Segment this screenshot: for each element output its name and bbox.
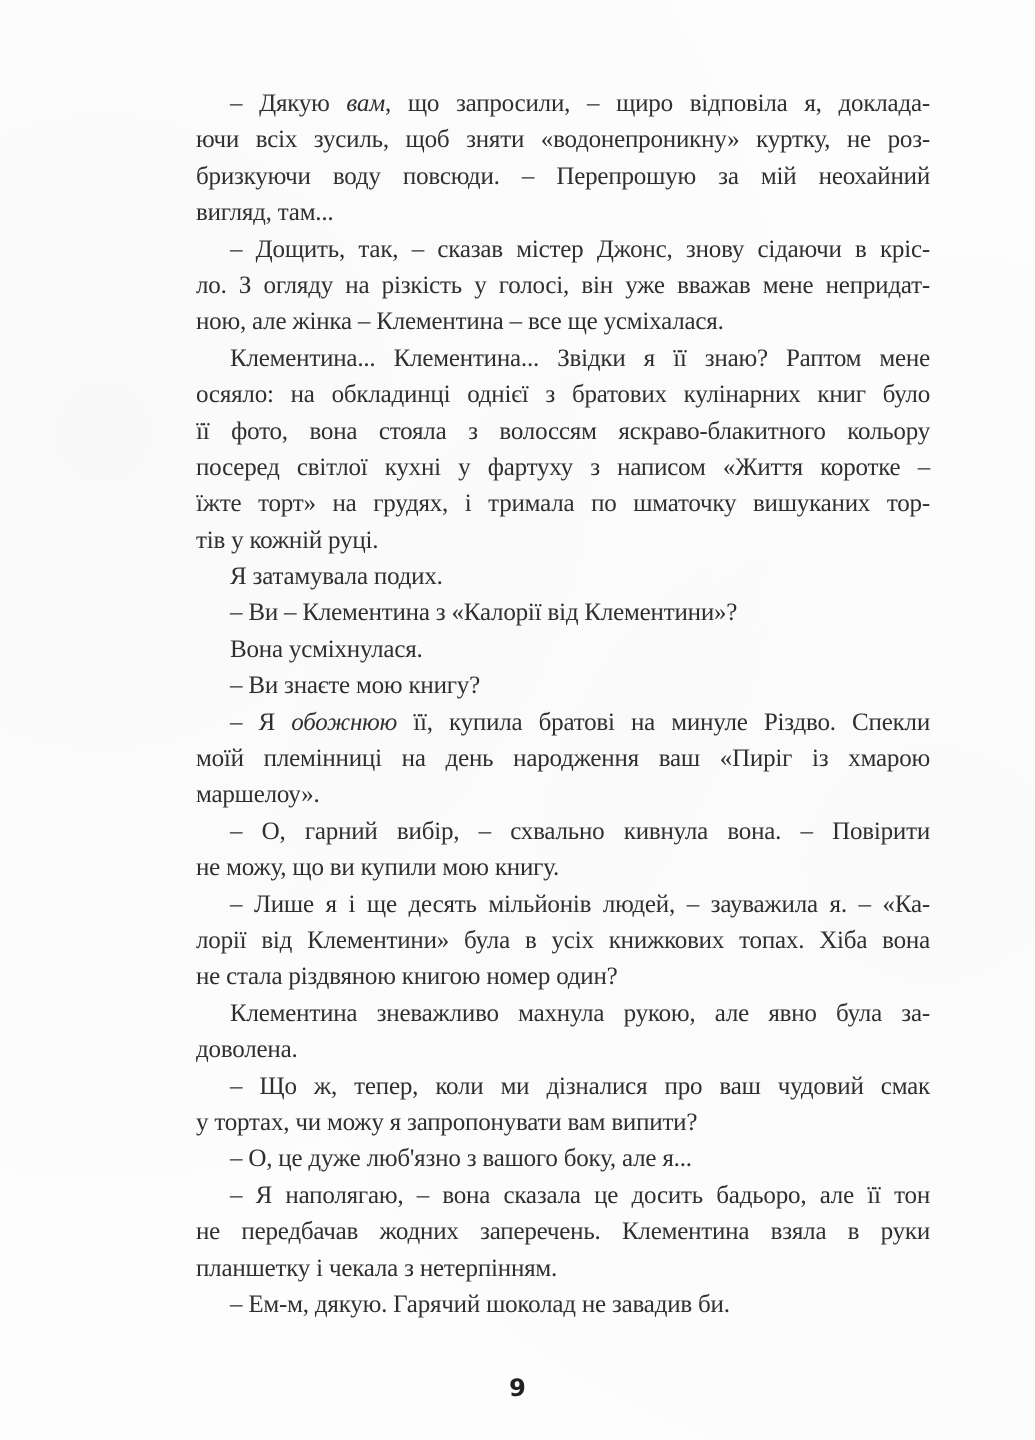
text-line: ло. З огляду на різкість у голосі, він уже вважав мене непридат- <box>196 271 930 299</box>
text-line: її фото, вона стояла з волоссям яскраво-блакитного кольору <box>196 417 930 445</box>
text-line: бризкуючи воду повсюди. – Перепрошую за мій неохайний <box>196 162 930 190</box>
page-number: 9 <box>509 1374 526 1402</box>
body-text <box>196 86 930 1323</box>
text-line: Вона усміхнулася. <box>230 635 423 663</box>
text-line: посеред світлої кухні у фартуху з написом «Життя коротке – <box>196 453 930 481</box>
emphasized-word: обожнюю <box>291 708 398 736</box>
text-line: їжте торт» на грудях, і тримала по шматочку вишуканих тор- <box>196 490 930 518</box>
text-line: Клементина зневажливо махнула рукою, але явно була за- <box>230 999 930 1027</box>
text-line: – Ем-м, дякую. Гарячий шоколад не завадив би. <box>230 1290 730 1318</box>
text-run: – Дякую <box>230 90 347 117</box>
text-line: ною, але жінка – Клементина – все ще усміхалася. <box>196 308 724 336</box>
text-line: ючи всіх зусиль, щоб зняти «водонепроникну» куртку, не роз- <box>196 126 930 154</box>
text-line: – Що ж, тепер, коли ми дізналися про ваш чудовий смак <box>230 1072 930 1100</box>
text-line: – О, гарний вибір, – схвально кивнула вона. – Повірити <box>230 817 930 845</box>
text-run: її, купила братові на минуле Різдво. Спекли <box>397 708 931 736</box>
text-line: не можу, що ви купили мою книгу. <box>196 854 560 882</box>
text-line: лорії від Клементини» була в усіх книжкових топах. Хіба вона <box>196 926 930 954</box>
text-line: планшетку і чекала з нетерпінням. <box>196 1254 558 1282</box>
text-line: не стала різдвяною книгою номер один? <box>196 963 618 991</box>
text-line: вигляд, там... <box>196 199 334 227</box>
text-line: осяяло: на обкладинці однієї з братових кулінарних книг було <box>196 381 930 409</box>
text-line: – Дощить, так, – сказав містер Джонс, знову сідаючи в кріс- <box>230 235 930 263</box>
text-line: – Ви – Клементина з «Калорії від Клементини»? <box>230 599 738 627</box>
text-line <box>196 86 930 122</box>
text-line: – О, це дуже люб'язно з вашого боку, але я... <box>230 1145 692 1173</box>
text-line: доволена. <box>196 1036 298 1064</box>
text-line: Клементина... Клементина... Звідки я її знаю? Раптом мене <box>230 344 930 372</box>
text-line: у тортах, чи можу я запропонувати вам випити? <box>196 1108 698 1136</box>
text-run: – Я <box>230 708 292 736</box>
text-line: маршелоу». <box>196 781 320 809</box>
text-line: Я затамувала подих. <box>230 563 443 591</box>
text-line <box>196 705 930 741</box>
emphasized-word: вам <box>346 90 385 117</box>
text-line: – Я наполягаю, – вона сказала це досить бадьоро, але її тон <box>230 1181 930 1209</box>
text-line: – Лише я і ще десять мільйонів людей, – зауважила я. – «Ка- <box>230 890 930 918</box>
text-run: , що запросили, – щиро відповіла я, доклада- <box>384 90 930 117</box>
text-line: не передбачав жодних заперечень. Клементина взяла в руки <box>196 1218 930 1246</box>
text-line: моїй племінниці на день народження ваш «Пиріг із хмарою <box>196 745 930 773</box>
text-line: – Ви знаєте мою книгу? <box>230 672 481 700</box>
text-line: тів у кожній руці. <box>196 526 379 554</box>
